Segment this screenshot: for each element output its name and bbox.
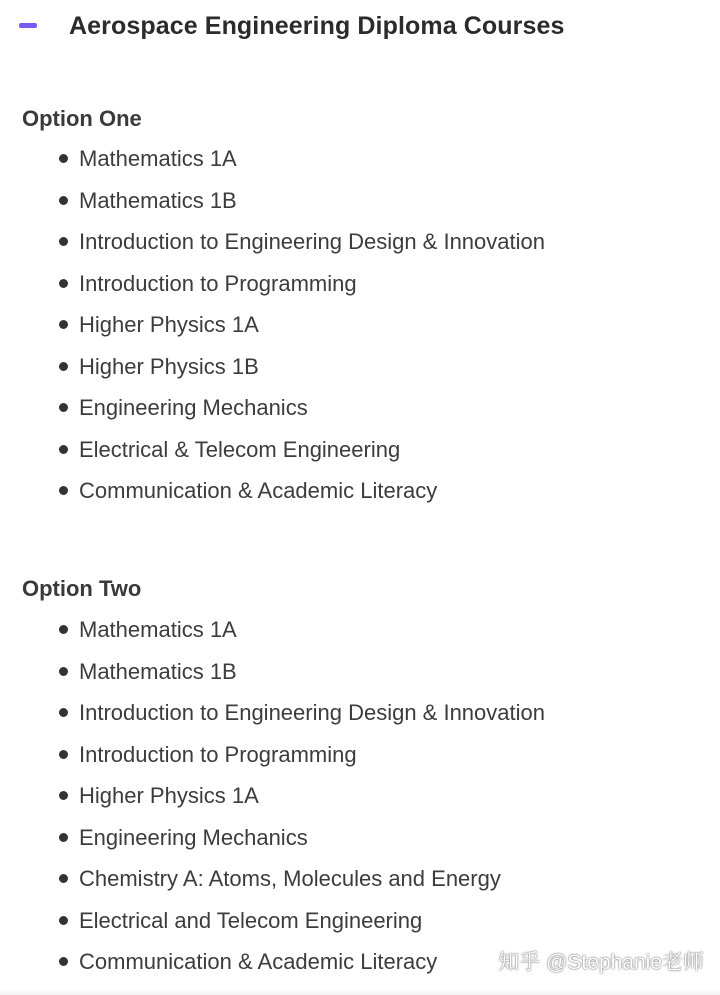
list-item bbox=[0, 387, 545, 429]
list-item bbox=[0, 304, 545, 346]
course-name: Engineering Mechanics bbox=[79, 395, 308, 420]
list-item bbox=[0, 817, 545, 859]
bullet-icon bbox=[59, 196, 68, 205]
course-name: Communication & Academic Literacy bbox=[79, 478, 438, 503]
option-one-course-list bbox=[0, 138, 545, 512]
course-name: Mathematics 1A bbox=[79, 617, 237, 642]
course-name: Introduction to Engineering Design & Innovation bbox=[79, 229, 545, 254]
course-name: Higher Physics 1A bbox=[79, 783, 259, 808]
bullet-icon bbox=[59, 708, 68, 717]
list-item bbox=[0, 900, 545, 942]
bullet-icon bbox=[59, 237, 68, 246]
course-name: Engineering Mechanics bbox=[79, 824, 308, 850]
bullet-icon bbox=[59, 874, 68, 883]
list-item bbox=[0, 138, 545, 180]
course-name: Introduction to Programming bbox=[79, 270, 357, 296]
bullet-icon bbox=[59, 445, 68, 454]
list-item bbox=[0, 858, 545, 900]
list-item bbox=[0, 470, 545, 512]
bullet-icon bbox=[59, 154, 68, 163]
bullet-icon bbox=[59, 403, 68, 412]
bullet-icon bbox=[59, 957, 68, 966]
minus-icon[interactable] bbox=[19, 23, 37, 28]
list-item bbox=[0, 651, 545, 693]
bullet-icon bbox=[59, 362, 68, 371]
page-title: Aerospace Engineering Diploma Courses bbox=[69, 12, 565, 40]
course-name: Introduction to Programming bbox=[79, 741, 357, 767]
bottom-edge bbox=[0, 989, 720, 995]
list-item bbox=[0, 609, 545, 651]
course-name: Higher Physics 1A bbox=[79, 312, 259, 337]
list-item bbox=[0, 692, 545, 734]
bullet-icon bbox=[59, 750, 68, 759]
bullet-icon bbox=[59, 279, 68, 288]
section-header[interactable] bbox=[0, 0, 720, 56]
bullet-icon bbox=[59, 486, 68, 495]
list-item bbox=[0, 734, 545, 776]
course-name: Communication & Academic Literacy bbox=[79, 949, 438, 974]
bullet-icon bbox=[59, 833, 68, 842]
bullet-icon bbox=[59, 916, 68, 925]
watermark: 知乎 @Stephanie老师 bbox=[498, 951, 704, 974]
bullet-icon bbox=[59, 791, 68, 800]
course-name: Mathematics 1B bbox=[79, 187, 237, 213]
option-one-heading: Option One bbox=[22, 106, 142, 131]
bullet-icon bbox=[59, 667, 68, 676]
list-item bbox=[0, 346, 545, 388]
list-item bbox=[0, 180, 545, 222]
course-name: Electrical & Telecom Engineering bbox=[79, 436, 401, 462]
course-name: Mathematics 1B bbox=[79, 658, 237, 684]
course-name: Mathematics 1A bbox=[79, 146, 237, 171]
course-name: Electrical and Telecom Engineering bbox=[79, 907, 423, 933]
option-two-course-list bbox=[0, 609, 545, 983]
bullet-icon bbox=[59, 625, 68, 634]
list-item bbox=[0, 941, 545, 983]
bullet-icon bbox=[59, 320, 68, 329]
course-name: Higher Physics 1B bbox=[79, 353, 259, 379]
list-item bbox=[0, 429, 545, 471]
course-name: Introduction to Engineering Design & Innovation bbox=[79, 700, 545, 725]
course-name: Chemistry A: Atoms, Molecules and Energy bbox=[79, 866, 501, 891]
option-two-heading: Option Two bbox=[22, 576, 142, 601]
list-item bbox=[0, 263, 545, 305]
list-item bbox=[0, 221, 545, 263]
list-item bbox=[0, 775, 545, 817]
